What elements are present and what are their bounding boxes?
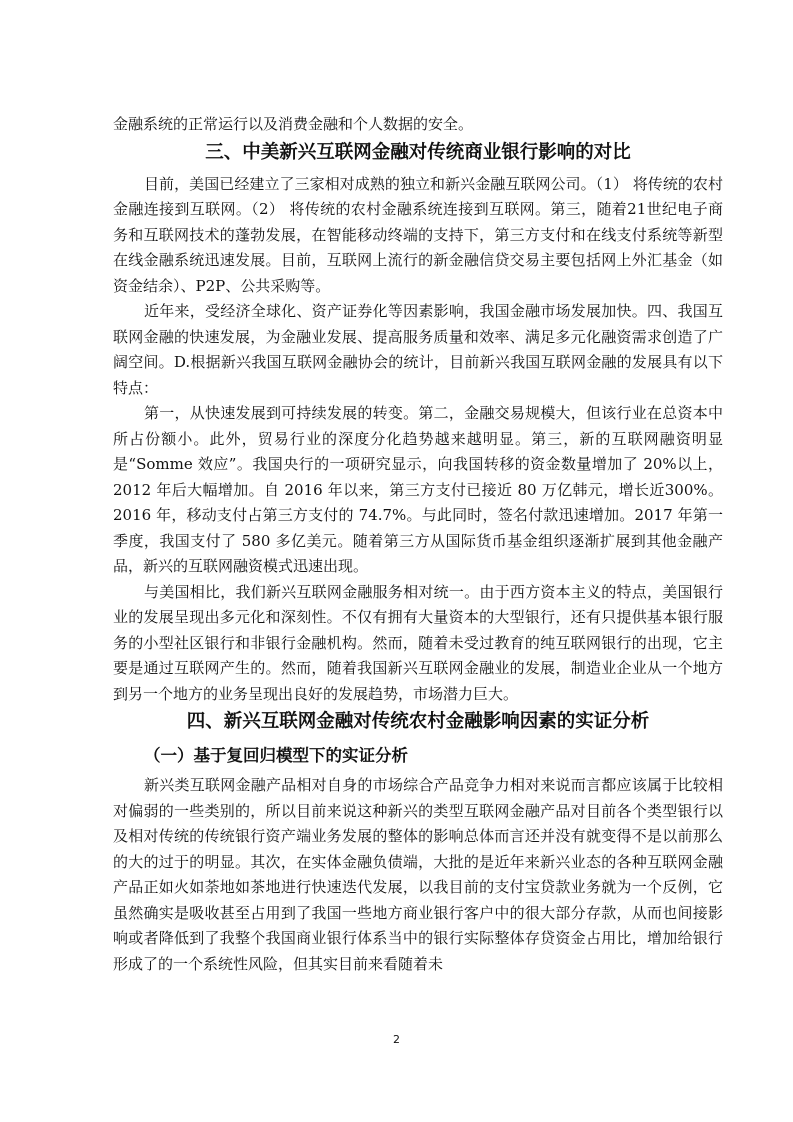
- section-4-heading: 四、新兴互联网金融对传统农村金融影响因素的实证分析: [186, 711, 650, 732]
- lead-paragraph: 金融系统的正常运行以及消费金融和个人数据的安全。: [113, 115, 474, 133]
- page-content: [113, 112, 723, 977]
- body-paragraph: 与美国相比，我们新兴互联网金融服务相对统一。由于西方资本主义的特点，美国银行业的发展呈现出多元化和深刻性。不仅有拥有大量资本的大型银行，还有只提供基本银行服务的小型社区银行和非银行金融机构。然而，随着未受过教育的纯互联网银行的出现，它主要是通过互联网产生的。然而，随着我国新兴互联网金融业的发展，制造业企业从一个地方到另一个地方的业务呈现出良好的发展趋势，市场潜力巨大。: [113, 582, 723, 703]
- page-number: 2: [393, 1033, 400, 1046]
- body-paragraph: 目前，美国已经建立了三家相对成熟的独立和新兴金融互联网公司。（1） 将传统的农村金融连接到互联网。（2） 将传统的农村金融系统连接到互联网。第三，随着21世纪电子商务和互联网技术的蓬勃发展，在智能移动终端的支持下，第三方支付和在线支付系统等新型在线金融系统迅速发展。目前，互联网上流行的新金融信贷交易主要包括网上外汇基金（如资金结余）、P2P、公共采购等。: [113, 174, 723, 295]
- body-paragraph: 第一，从快速发展到可持续发展的转变。第二，金融交易规模大，但该行业在总资本中所占份额小。此外，贸易行业的深度分化趋势越来越明显。第三，新的互联网融资明显是“Somme 效应”。我国央行的一项研究显示，向我国转移的资金数量增加了 20%以上，2012 年后大幅增加。自 2016 年以来，第三方支付已接近 80 万亿韩元，增长近300%。2016 年，移动支付占第三方支付的 74.7%。与此同时，签名付款迅速增加。2017 年第一季度，我国支付了 580 多亿美元。随着第三方从国际货币基金组织逐渐扩展到其他金融产品，新兴的互联网融资模式迅速出现。: [113, 404, 723, 575]
- body-paragraph: 近年来，受经济全球化、资产证券化等因素影响，我国金融市场发展加快。四、我国互联网金融的快速发展，为金融业发展、提高服务质量和效率、满足多元化融资需求创造了广阔空间。D.根据新兴我国互联网金融协会的统计，目前新兴我国互联网金融的发展具有以下特点：: [113, 302, 723, 397]
- subsection-heading: （一）基于复回归模型下的实证分析: [144, 746, 408, 765]
- body-paragraph: 新兴类互联网金融产品相对自身的市场综合产品竞争力相对来说而言都应该属于比较相对偏弱的一些类别的，所以目前来说这种新兴的类型互联网金融产品对目前各个类型银行以及相对传统的传统银行资产端业务发展的整体的影响总体而言还并没有就变得不是以前那么的大的过于的明显。其次，在实体金融负债端，大批的是近年来新兴业态的各种互联网金融产品正如火如荼地如茶地进行快速迭代发展，以我目前的支付宝贷款业务就为一个反例，它虽然确实是吸收甚至占用到了我国一些地方商业银行客户中的很大部分存款，从而也间接影响或者降低到了我整个我国商业银行体系当中的银行实际整体存贷资金占用比，增加给银行形成了的一个系统性风险，但其实目前来看随着未: [113, 776, 723, 973]
- section-3-heading: 三、中美新兴互联网金融对传统商业银行影响的对比: [205, 141, 631, 163]
